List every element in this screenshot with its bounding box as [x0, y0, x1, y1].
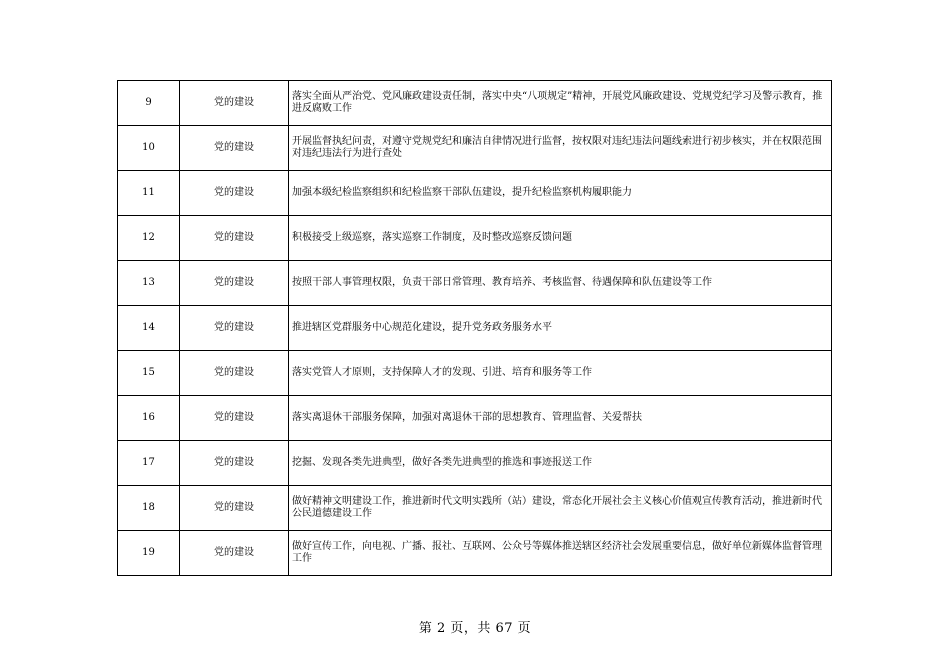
table-row: [118, 486, 832, 531]
duty-table-body: [118, 81, 832, 576]
category-cell: 党的建设: [180, 171, 289, 216]
table-row: [118, 171, 832, 216]
table-row: [118, 81, 832, 126]
category-cell: 党的建设: [180, 396, 289, 441]
category-cell: 党的建设: [180, 531, 289, 576]
duty-description-cell: 按照干部人事管理权限，负责干部日常管理、教育培养、考核监督、待遇保障和队伍建设等工作: [289, 261, 832, 306]
duty-description-cell: 落实离退休干部服务保障，加强对离退休干部的思想教育、管理监督、关爱帮扶: [289, 396, 832, 441]
duty-description-cell: 做好宣传工作，向电视、广播、报社、互联网、公众号等媒体推送辖区经济社会发展重要信息，做好单位新媒体监督管理工作: [289, 531, 832, 576]
row-number-cell: 19: [118, 531, 180, 576]
row-number-cell: 10: [118, 126, 180, 171]
category-cell: 党的建设: [180, 441, 289, 486]
row-number-cell: 14: [118, 306, 180, 351]
row-number-cell: 17: [118, 441, 180, 486]
category-cell: 党的建设: [180, 351, 289, 396]
category-cell: 党的建设: [180, 261, 289, 306]
table-row: [118, 351, 832, 396]
duty-description-cell: 落实全面从严治党、党风廉政建设责任制，落实中央“八项规定”精神，开展党风廉政建设、党规党纪学习及警示教育，推进反腐败工作: [289, 81, 832, 126]
row-number-cell: 12: [118, 216, 180, 261]
table-row: [118, 216, 832, 261]
row-number-cell: 9: [118, 81, 180, 126]
row-number-cell: 16: [118, 396, 180, 441]
duty-table: [117, 80, 832, 576]
duty-description-cell: 挖掘、发现各类先进典型，做好各类先进典型的推选和事迹报送工作: [289, 441, 832, 486]
category-cell: 党的建设: [180, 486, 289, 531]
category-cell: 党的建设: [180, 126, 289, 171]
duty-description-cell: 积极接受上级巡察，落实巡察工作制度，及时整改巡察反馈问题: [289, 216, 832, 261]
category-cell: 党的建设: [180, 306, 289, 351]
table-row: [118, 261, 832, 306]
table-row: [118, 441, 832, 486]
row-number-cell: 15: [118, 351, 180, 396]
table-row: [118, 396, 832, 441]
duty-description-cell: 加强本级纪检监察组织和纪检监察干部队伍建设，提升纪检监察机构履职能力: [289, 171, 832, 216]
table-row: [118, 531, 832, 576]
category-cell: 党的建设: [180, 216, 289, 261]
table-row: [118, 306, 832, 351]
row-number-cell: 11: [118, 171, 180, 216]
duty-description-cell: 做好精神文明建设工作，推进新时代文明实践所（站）建设，常态化开展社会主义核心价值观宣传教育活动，推进新时代公民道德建设工作: [289, 486, 832, 531]
table-row: [118, 126, 832, 171]
duty-description-cell: 推进辖区党群服务中心规范化建设，提升党务政务服务水平: [289, 306, 832, 351]
duty-description-cell: 开展监督执纪问责，对遵守党规党纪和廉洁自律情况进行监督，按权限对违纪违法问题线索进行初步核实，并在权限范围对违纪违法行为进行查处: [289, 126, 832, 171]
row-number-cell: 13: [118, 261, 180, 306]
category-cell: 党的建设: [180, 81, 289, 126]
duty-description-cell: 落实党管人才原则，支持保障人才的发现、引进、培育和服务等工作: [289, 351, 832, 396]
row-number-cell: 18: [118, 486, 180, 531]
page-number: 第 2 页，共 67 页: [418, 621, 532, 636]
